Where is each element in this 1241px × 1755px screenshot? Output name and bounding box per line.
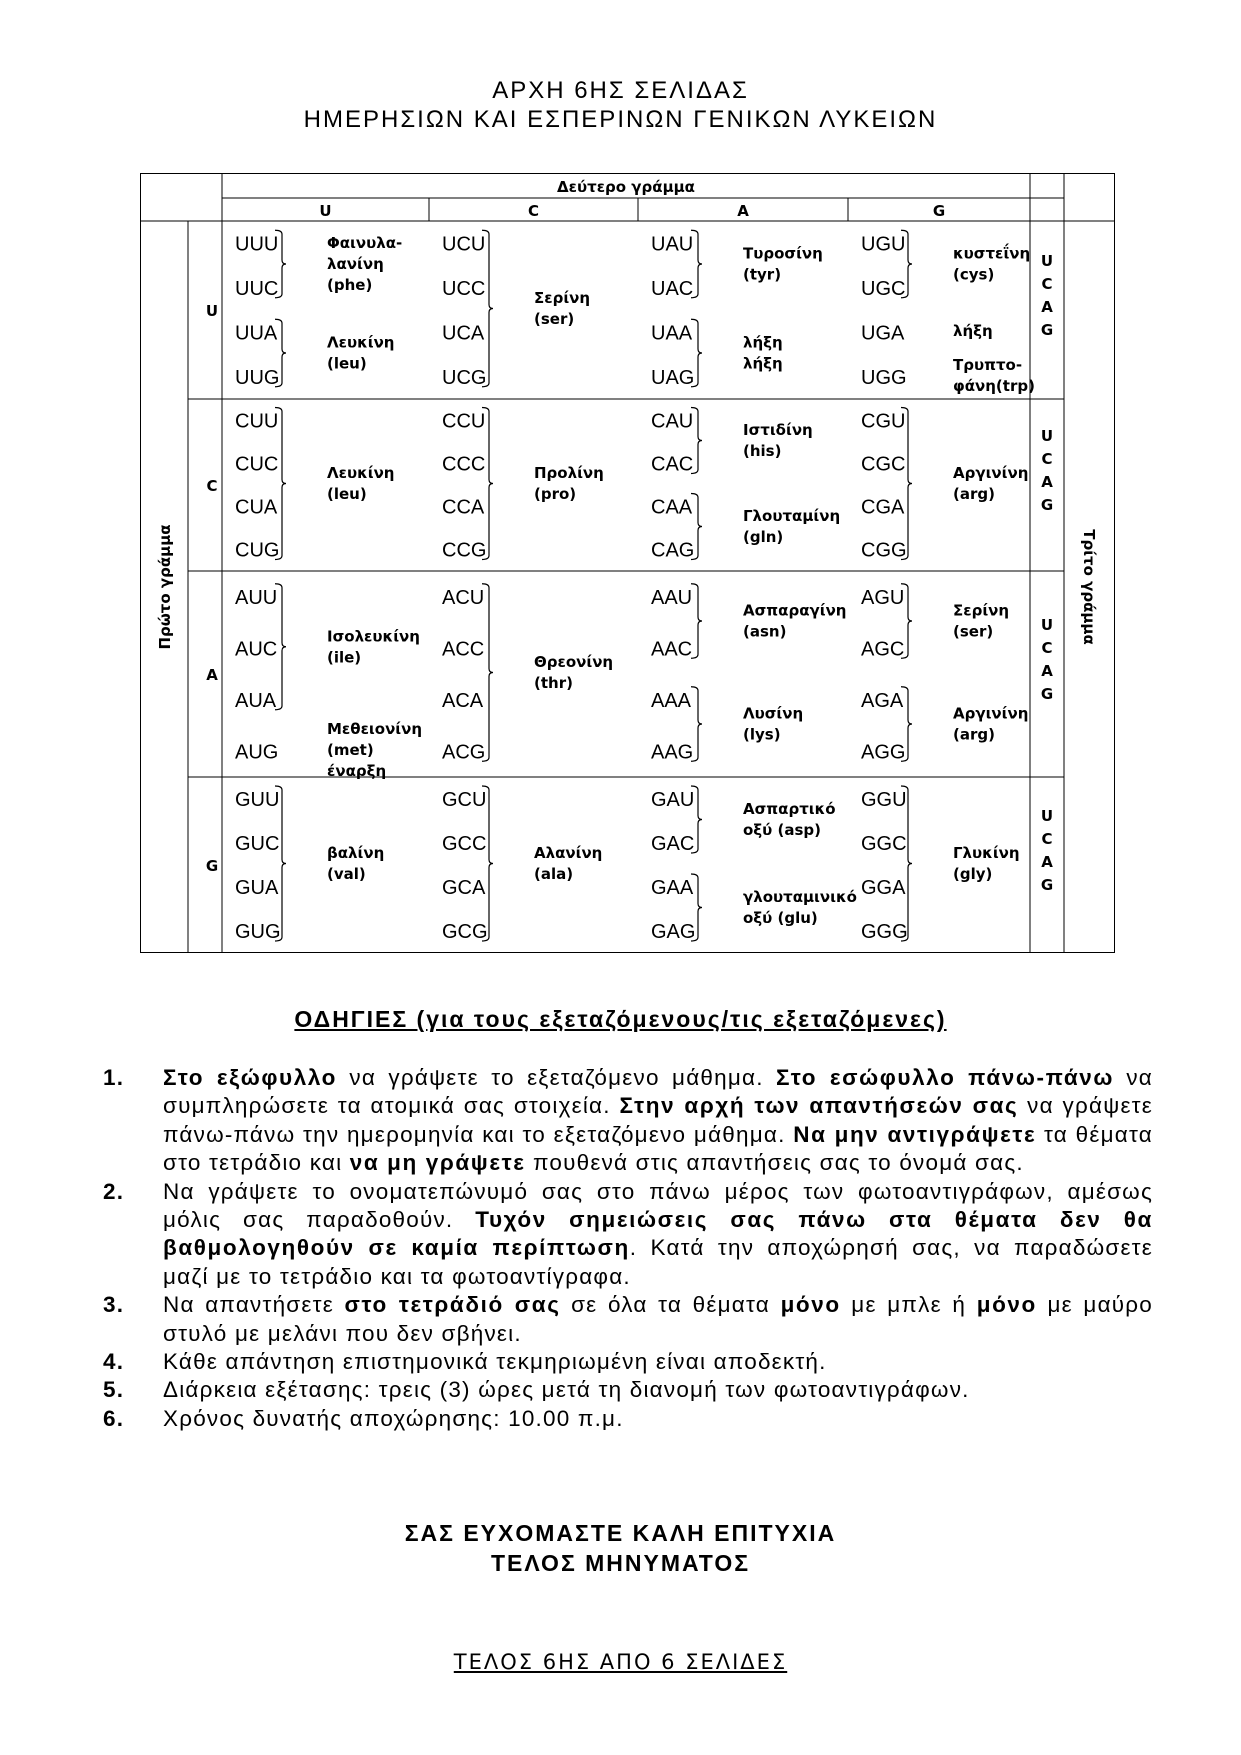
codon: AAA bbox=[651, 689, 692, 712]
instruction-number: 4. bbox=[103, 1349, 125, 1375]
amino-acid-label: Λευκίνη bbox=[327, 464, 395, 482]
third-letter-C: C bbox=[1041, 639, 1053, 657]
third-letter-A: A bbox=[1041, 853, 1053, 871]
amino-acid-label: Τρυπτο- bbox=[953, 355, 1023, 374]
amino-acid-label: Προλίνη bbox=[534, 464, 604, 482]
amino-acid-label: (ser) bbox=[534, 310, 575, 328]
instruction-emphasis: Στο εξώφυλλο bbox=[163, 1065, 338, 1090]
codon: GUC bbox=[235, 833, 280, 855]
amino-acid-label: (met) bbox=[327, 740, 374, 759]
amino-acid-label: φάνη(trp) bbox=[953, 376, 1035, 395]
third-letter-U: U bbox=[1040, 807, 1054, 825]
codon: CGC bbox=[861, 453, 906, 476]
codon: AUG bbox=[235, 741, 279, 764]
amino-acid-label: λανίνη bbox=[327, 255, 384, 273]
instruction-emphasis: Τυχόν σημειώσεις σας πάνω στα θέματα δεν θα βαθμολογηθούν σε καμία περίπτωση bbox=[163, 1207, 1153, 1261]
codon: CCA bbox=[442, 496, 485, 519]
codon: GCA bbox=[442, 877, 486, 899]
amino-acid-label: (pro) bbox=[534, 485, 577, 503]
codon: CCU bbox=[442, 410, 486, 433]
codon: GAU bbox=[651, 789, 695, 811]
amino-acid-label: Γλυκίνη bbox=[953, 844, 1020, 862]
instruction-text: Να απαντήσετε bbox=[163, 1292, 345, 1318]
instruction-number: 2. bbox=[103, 1178, 125, 1204]
codon: CGU bbox=[861, 410, 906, 433]
third-letter-G: G bbox=[1040, 685, 1054, 703]
header-line-2: ΗΜΕΡΗΣΙΩΝ ΚΑΙ ΕΣΠΕΡΙΝΩΝ ΓΕΝΙΚΩΝ ΛΥΚΕΙΩΝ bbox=[303, 106, 938, 133]
codon: UCU bbox=[442, 233, 486, 256]
instruction-text: . Κατά την αποχώρησή σας, να παραδώσετε μαζί με το τετράδιο και τα φωτοαντίγραφα. bbox=[163, 1235, 1153, 1289]
codon: UAC bbox=[651, 277, 694, 300]
second-letter-header: A bbox=[737, 202, 749, 220]
amino-acid-label: Ασπαραγίνη bbox=[743, 601, 847, 620]
page-footer: ΤΕΛΟΣ 6ΗΣ ΑΠΟ 6 ΣΕΛΙΔΕΣ bbox=[453, 1650, 788, 1674]
third-letter-C: C bbox=[1041, 830, 1053, 848]
instructions-title: ΟΔΗΓΙΕΣ (για τους εξεταζόμενους/τις εξεταζόμενες) bbox=[294, 1006, 947, 1032]
amino-acid-label: Θρεονίνη bbox=[534, 653, 614, 671]
amino-acid-label: Τυροσίνη bbox=[743, 244, 823, 263]
amino-acid-label: οξύ (glu) bbox=[743, 909, 818, 927]
codon: AUU bbox=[235, 586, 278, 609]
codon: GAC bbox=[651, 833, 695, 855]
instruction-item bbox=[103, 1348, 1153, 1376]
amino-acid-label: Σερίνη bbox=[534, 289, 591, 307]
codon: GCC bbox=[442, 833, 487, 855]
first-letter-A: A bbox=[206, 666, 218, 684]
instruction-text: να γράψετε πάνω-πάνω την ημερομηνία και το εξεταζόμενο μάθημα. bbox=[163, 1093, 1153, 1147]
instruction-emphasis: Στην αρχή των απαντήσεών σας bbox=[619, 1093, 1019, 1119]
instruction-number: 5. bbox=[103, 1377, 125, 1403]
codon: GCG bbox=[442, 921, 488, 943]
codon: AGC bbox=[861, 638, 905, 661]
amino-acid-label: (arg) bbox=[953, 485, 995, 503]
instruction-emphasis: στο τετράδιό σας bbox=[344, 1292, 561, 1318]
instruction-number: 6. bbox=[103, 1405, 125, 1431]
codon: CUG bbox=[235, 539, 280, 562]
codon: ACU bbox=[442, 586, 485, 609]
codon: AGG bbox=[861, 741, 906, 764]
codon: UAU bbox=[651, 233, 694, 256]
table-outer-border bbox=[141, 174, 1115, 953]
amino-acid-label: Αλανίνη bbox=[534, 844, 603, 862]
amino-acid-label: (ala) bbox=[534, 865, 574, 883]
third-letter-U: U bbox=[1040, 252, 1054, 270]
codon: UAG bbox=[651, 366, 695, 389]
codon: AAU bbox=[651, 586, 693, 609]
third-letter-A: A bbox=[1041, 298, 1053, 316]
codon: GAA bbox=[651, 877, 694, 899]
amino-acid-label: (tyr) bbox=[743, 265, 782, 284]
instruction-item bbox=[103, 1178, 1153, 1292]
third-letter-label: Τρίτο γράμμα bbox=[1080, 529, 1098, 645]
amino-acid-label: Λευκίνη bbox=[327, 333, 395, 352]
amino-acid-label: Ισολευκίνη bbox=[327, 627, 420, 646]
instruction-number: 1. bbox=[103, 1065, 125, 1090]
amino-acid-label: έναρξη bbox=[327, 761, 387, 780]
instruction-text: τα θέματα στο τετράδιο και bbox=[163, 1121, 1153, 1176]
codon: GCU bbox=[442, 789, 487, 811]
codon: UUG bbox=[235, 366, 280, 389]
amino-acid-label: Λυσίνη bbox=[743, 704, 804, 723]
codon-brace bbox=[482, 584, 493, 762]
codon: GGG bbox=[861, 921, 908, 943]
amino-acid-label: (thr) bbox=[534, 674, 573, 692]
codon: GGU bbox=[861, 789, 907, 811]
instruction-text: Να γράψετε το ονοματεπώνυμό σας στο πάνω μέρος των φωτοαντιγράφων, αμέσως μόλις σας παραδοθούν. bbox=[163, 1178, 1153, 1233]
third-letter-C: C bbox=[1041, 450, 1053, 468]
instruction-emphasis: μόνο bbox=[976, 1292, 1037, 1318]
instructions-list bbox=[103, 1064, 1153, 1433]
codon-brace bbox=[691, 584, 702, 659]
genetic-code-table-svg bbox=[140, 173, 1115, 953]
codon: ACA bbox=[442, 689, 484, 712]
instruction-emphasis: Να μην αντιγράψετε bbox=[793, 1121, 1037, 1147]
third-letter-U: U bbox=[1040, 616, 1054, 634]
codon: CUC bbox=[235, 453, 279, 476]
codon: GGC bbox=[861, 833, 907, 855]
amino-acid-label: (phe) bbox=[327, 276, 373, 294]
codon: CAC bbox=[651, 453, 694, 476]
instruction-item bbox=[103, 1291, 1153, 1348]
third-letter-U: U bbox=[1040, 427, 1054, 445]
codon: UUA bbox=[235, 322, 278, 345]
amino-acid-label: (val) bbox=[327, 865, 366, 883]
codon: CAA bbox=[651, 496, 693, 519]
closing-end-message: ΤΕΛΟΣ ΜΗΝΥΜΑΤΟΣ bbox=[490, 1550, 751, 1576]
codon: CAU bbox=[651, 410, 694, 433]
amino-acid-label: Φαινυλα- bbox=[327, 234, 403, 252]
codon: UGA bbox=[861, 322, 905, 345]
amino-acid-label: Ασπαρτικό bbox=[743, 800, 836, 818]
instruction-text: να γράψετε το εξεταζόμενο μάθημα. bbox=[337, 1065, 777, 1090]
codon: GUA bbox=[235, 877, 279, 899]
instruction-emphasis: Στο εσώφυλλο πάνω-πάνω bbox=[776, 1065, 1114, 1090]
codon: UGG bbox=[861, 366, 907, 389]
instruction-text: να συμπληρώσετε τα ατομικά σας στοιχεία. bbox=[163, 1065, 1154, 1119]
amino-acid-label: (asn) bbox=[743, 622, 787, 641]
third-letter-C: C bbox=[1041, 275, 1053, 293]
codon: UCC bbox=[442, 277, 486, 300]
second-letter-header: G bbox=[932, 202, 946, 220]
amino-acid-label: οξύ (asp) bbox=[743, 821, 822, 839]
instruction-text: σε όλα τα θέματα bbox=[560, 1292, 781, 1318]
amino-acid-label: (gln) bbox=[743, 528, 784, 546]
codon: GAG bbox=[651, 921, 696, 943]
amino-acid-label: (ile) bbox=[327, 648, 362, 667]
instruction-item bbox=[103, 1064, 1153, 1178]
codon: AGA bbox=[861, 689, 904, 712]
amino-acid-label: λήξη bbox=[953, 321, 993, 340]
amino-acid-label: Σερίνη bbox=[953, 601, 1010, 620]
genetic-code-table bbox=[140, 173, 1115, 953]
codon: ACG bbox=[442, 741, 486, 764]
instruction-emphasis: μόνο bbox=[780, 1292, 841, 1318]
codon: CCG bbox=[442, 539, 487, 562]
codon: AAC bbox=[651, 638, 693, 661]
codon: AGU bbox=[861, 586, 905, 609]
codon: AUA bbox=[235, 689, 277, 712]
amino-acid-label: Μεθειονίνη bbox=[327, 719, 423, 738]
instruction-text: Κάθε απάντηση επιστημονικά τεκμηριωμένη είναι αποδεκτή. bbox=[163, 1349, 827, 1375]
amino-acid-label: (leu) bbox=[327, 354, 367, 373]
codon: AAG bbox=[651, 741, 694, 764]
codon: GUU bbox=[235, 789, 280, 811]
amino-acid-label: Αργινίνη bbox=[953, 704, 1029, 723]
second-letter-header: C bbox=[527, 202, 540, 220]
amino-acid-label: Γλουταμίνη bbox=[743, 507, 841, 525]
amino-acid-label: κυστεΐνη bbox=[953, 244, 1031, 263]
instruction-number: 3. bbox=[103, 1292, 125, 1318]
first-letter-C: C bbox=[206, 477, 218, 495]
codon: UCA bbox=[442, 322, 485, 345]
amino-acid-label: (his) bbox=[743, 442, 782, 460]
amino-acid-label: (ser) bbox=[953, 622, 994, 641]
third-letter-G: G bbox=[1040, 321, 1054, 339]
codon: CAG bbox=[651, 539, 695, 562]
amino-acid-label: (gly) bbox=[953, 865, 993, 883]
third-letter-A: A bbox=[1041, 662, 1053, 680]
amino-acid-label: Αργινίνη bbox=[953, 464, 1029, 482]
amino-acid-label: γλουταμινικό bbox=[743, 888, 857, 906]
codon: GGA bbox=[861, 877, 906, 899]
first-letter-G: G bbox=[205, 857, 219, 875]
amino-acid-label: (arg) bbox=[953, 725, 995, 744]
amino-acid-label: (lys) bbox=[743, 725, 781, 744]
first-letter-label: Πρώτο γράμμα bbox=[156, 524, 174, 650]
codon: CCC bbox=[442, 453, 486, 476]
amino-acid-label: (cys) bbox=[953, 265, 995, 284]
codon: UGC bbox=[861, 277, 906, 300]
amino-acid-label: λήξη bbox=[743, 333, 783, 352]
closing-wish: ΣΑΣ ΕΥΧΟΜΑΣΤΕ ΚΑΛΗ ΕΠΙΤΥΧΙΑ bbox=[404, 1520, 837, 1546]
instruction-emphasis: να μη γράψετε bbox=[349, 1150, 526, 1176]
codon: AUC bbox=[235, 638, 278, 661]
first-letter-U: U bbox=[205, 302, 219, 320]
codon: CGA bbox=[861, 496, 905, 519]
amino-acid-label: λήξη bbox=[743, 354, 783, 373]
instruction-text: Διάρκεια εξέτασης: τρεις (3) ώρες μετά τη διανομή των φωτοαντιγράφων. bbox=[163, 1377, 970, 1403]
codon: UUU bbox=[235, 233, 279, 256]
third-letter-A: A bbox=[1041, 473, 1053, 491]
second-letter-header: U bbox=[319, 202, 332, 220]
instruction-text: πουθενά στις απαντήσεις σας το όνομά σας. bbox=[525, 1150, 1024, 1176]
codon: UCG bbox=[442, 366, 487, 389]
amino-acid-label: Ιστιδίνη bbox=[743, 421, 813, 439]
instruction-text: Χρόνος δυνατής αποχώρησης: 10.00 π.μ. bbox=[163, 1405, 624, 1431]
header-line-1: ΑΡΧΗ 6ΗΣ ΣΕΛΙΔΑΣ bbox=[492, 77, 749, 104]
instruction-item bbox=[103, 1376, 1153, 1404]
amino-acid-label: (leu) bbox=[327, 485, 367, 503]
codon: CGG bbox=[861, 539, 907, 562]
codon: ACC bbox=[442, 638, 485, 661]
third-letter-G: G bbox=[1040, 496, 1054, 514]
instruction-text: με μαύρο στυλό με μελάνι που δεν σβήνει. bbox=[163, 1292, 1154, 1346]
codon: GUG bbox=[235, 921, 281, 943]
instruction-text: με μπλε ή bbox=[840, 1292, 977, 1318]
codon: UUC bbox=[235, 277, 279, 300]
codon: UAA bbox=[651, 322, 693, 345]
codon: CUU bbox=[235, 410, 279, 433]
second-letter-label: Δεύτερο γράμμα bbox=[557, 178, 695, 196]
amino-acid-label: βαλίνη bbox=[327, 844, 385, 862]
codon: UGU bbox=[861, 233, 906, 256]
instruction-item bbox=[103, 1405, 1153, 1433]
third-letter-G: G bbox=[1040, 876, 1054, 894]
codon: CUA bbox=[235, 496, 278, 519]
